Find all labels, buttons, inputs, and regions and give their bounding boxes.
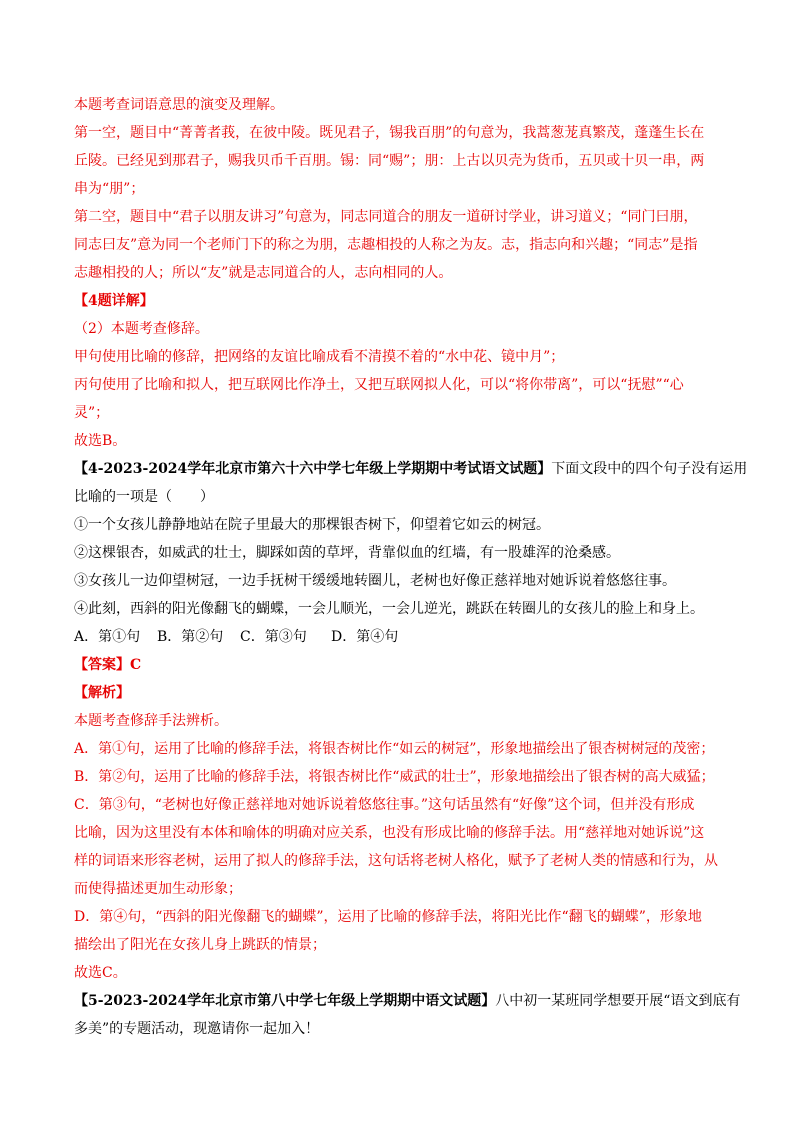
question-source: 【4-2023-2024学年北京市第六十六中学七年级上学期期中考试语文试题】 <box>74 461 552 477</box>
options-row <box>74 628 398 646</box>
analysis-line: 本题考查词语意思的演变及理解。 <box>74 97 284 113</box>
analysis-line: 串为“朋”； <box>74 181 145 197</box>
question-stem-cont: 比喻的一项是（ ） <box>74 489 214 505</box>
detail-line: 甲句使用比喻的修辞，把网络的友谊比喻成看不清摸不着的“水中花、镜中月”； <box>74 349 565 365</box>
detail-line: 丙句使用了比喻和拟人，把互联网比作净土，又把互联网拟人化，可以“将你带离”，可以“抚慰”“心 <box>74 377 684 393</box>
analysis-line: 第一空，题目中“菁菁者莪，在彼中陵。既见君子，锡我百朋”的句意为，我蒿葱茏真繁茂，蓬蓬生长在 <box>74 125 705 141</box>
analysis-line: C．第③句，“老树也好像正慈祥地对她诉说着悠悠往事。”这句话虽然有“好像”这个词，但并没有形成 <box>74 797 695 813</box>
analysis-line: A．第①句，运用了比喻的修辞手法，将银杏树比作“如云的树冠”，形象地描绘出了银杏树树冠的茂密； <box>74 741 715 757</box>
answer-label: 【答案】C <box>74 657 142 673</box>
analysis-line: 而使得描述更加生动形象； <box>74 881 242 897</box>
option-b: B．第②句 <box>157 629 224 645</box>
sentence-1: ①一个女孩儿静静地站在院子里最大的那棵银杏树下，仰望着它如云的树冠。 <box>74 517 550 533</box>
question-stem-text: 八中初一某班同学想要开展“语文到底有 <box>495 993 741 1009</box>
detail-line: 灵”； <box>74 405 110 421</box>
question-stem <box>74 460 747 478</box>
option-d: D．第④句 <box>331 629 399 645</box>
analysis-line: 描绘出了阳光在女孩儿身上跳跃的情景； <box>74 937 326 953</box>
option-a: A．第①句 <box>74 629 141 645</box>
analysis-line: 丘陵。已经见到那君子，赐我贝币千百朋。锡：同“赐”；朋：上古以贝壳为货币，五贝或十贝一串，两 <box>74 153 705 169</box>
question-stem-text: 下面文段中的四个句子没有运用 <box>551 461 748 477</box>
analysis-line: 第二空，题目中“君子以朋友讲习”句意为，同志同道合的朋友一道研讨学业，讲习道义；“同门曰朋， <box>74 209 698 225</box>
analysis-line: 样的词语来形容老树，运用了拟人的修辞手法，这句话将老树人格化，赋予了老树人类的情感和行为，从 <box>74 853 718 869</box>
question-stem <box>74 992 740 1010</box>
analysis-line: 本题考查修辞手法辨析。 <box>74 713 228 729</box>
analysis-line: 比喻，因为这里没有本体和喻体的明确对应关系，也没有形成比喻的修辞手法。用“慈祥地对她诉说”这 <box>74 825 705 841</box>
analysis-line: 同志曰友”意为同一个老师门下的称之为朋，志趣相投的人称之为友。志，指志向和兴趣；“同志”是指 <box>74 237 698 253</box>
sentence-3: ③女孩儿一边仰望树冠，一边手抚树干缓缓地转圈儿，老树也好像正慈祥地对她诉说着悠悠往事。 <box>74 573 676 589</box>
analysis-header: 【解析】 <box>74 685 130 701</box>
sentence-2: ②这棵银杏，如威武的壮士，脚踩如茵的草坪，背靠似血的红墙，有一股雄浑的沧桑感。 <box>74 545 620 561</box>
sentence-4: ④此刻，西斜的阳光像翻飞的蝴蝶，一会儿顺光，一会儿逆光，跳跃在转圈儿的女孩儿的脸上和身上。 <box>74 601 704 617</box>
detail-line: 故选B。 <box>74 433 127 449</box>
analysis-line: 故选C。 <box>74 965 127 981</box>
analysis-line: 志趣相投的人；所以“友”就是志同道合的人，志向相同的人。 <box>74 265 453 281</box>
analysis-line: D．第④句，“西斜的阳光像翻飞的蝴蝶”，运用了比喻的修辞手法，将阳光比作“翻飞的蝴蝶”，形象地 <box>74 909 702 925</box>
question-source: 【5-2023-2024学年北京市第八中学七年级上学期期中语文试题】 <box>74 993 496 1009</box>
analysis-line: B．第②句，运用了比喻的修辞手法，将银杏树比作“威武的壮士”，形象地描绘出了银杏树的高大威猛； <box>74 769 715 785</box>
question-stem-cont: 多美”的专题活动，现邀请你一起加入！ <box>74 1021 320 1037</box>
detail-line: （2）本题考查修辞。 <box>74 321 209 337</box>
section-header: 【4题详解】 <box>74 293 154 309</box>
option-c: C．第③句 <box>240 629 307 645</box>
